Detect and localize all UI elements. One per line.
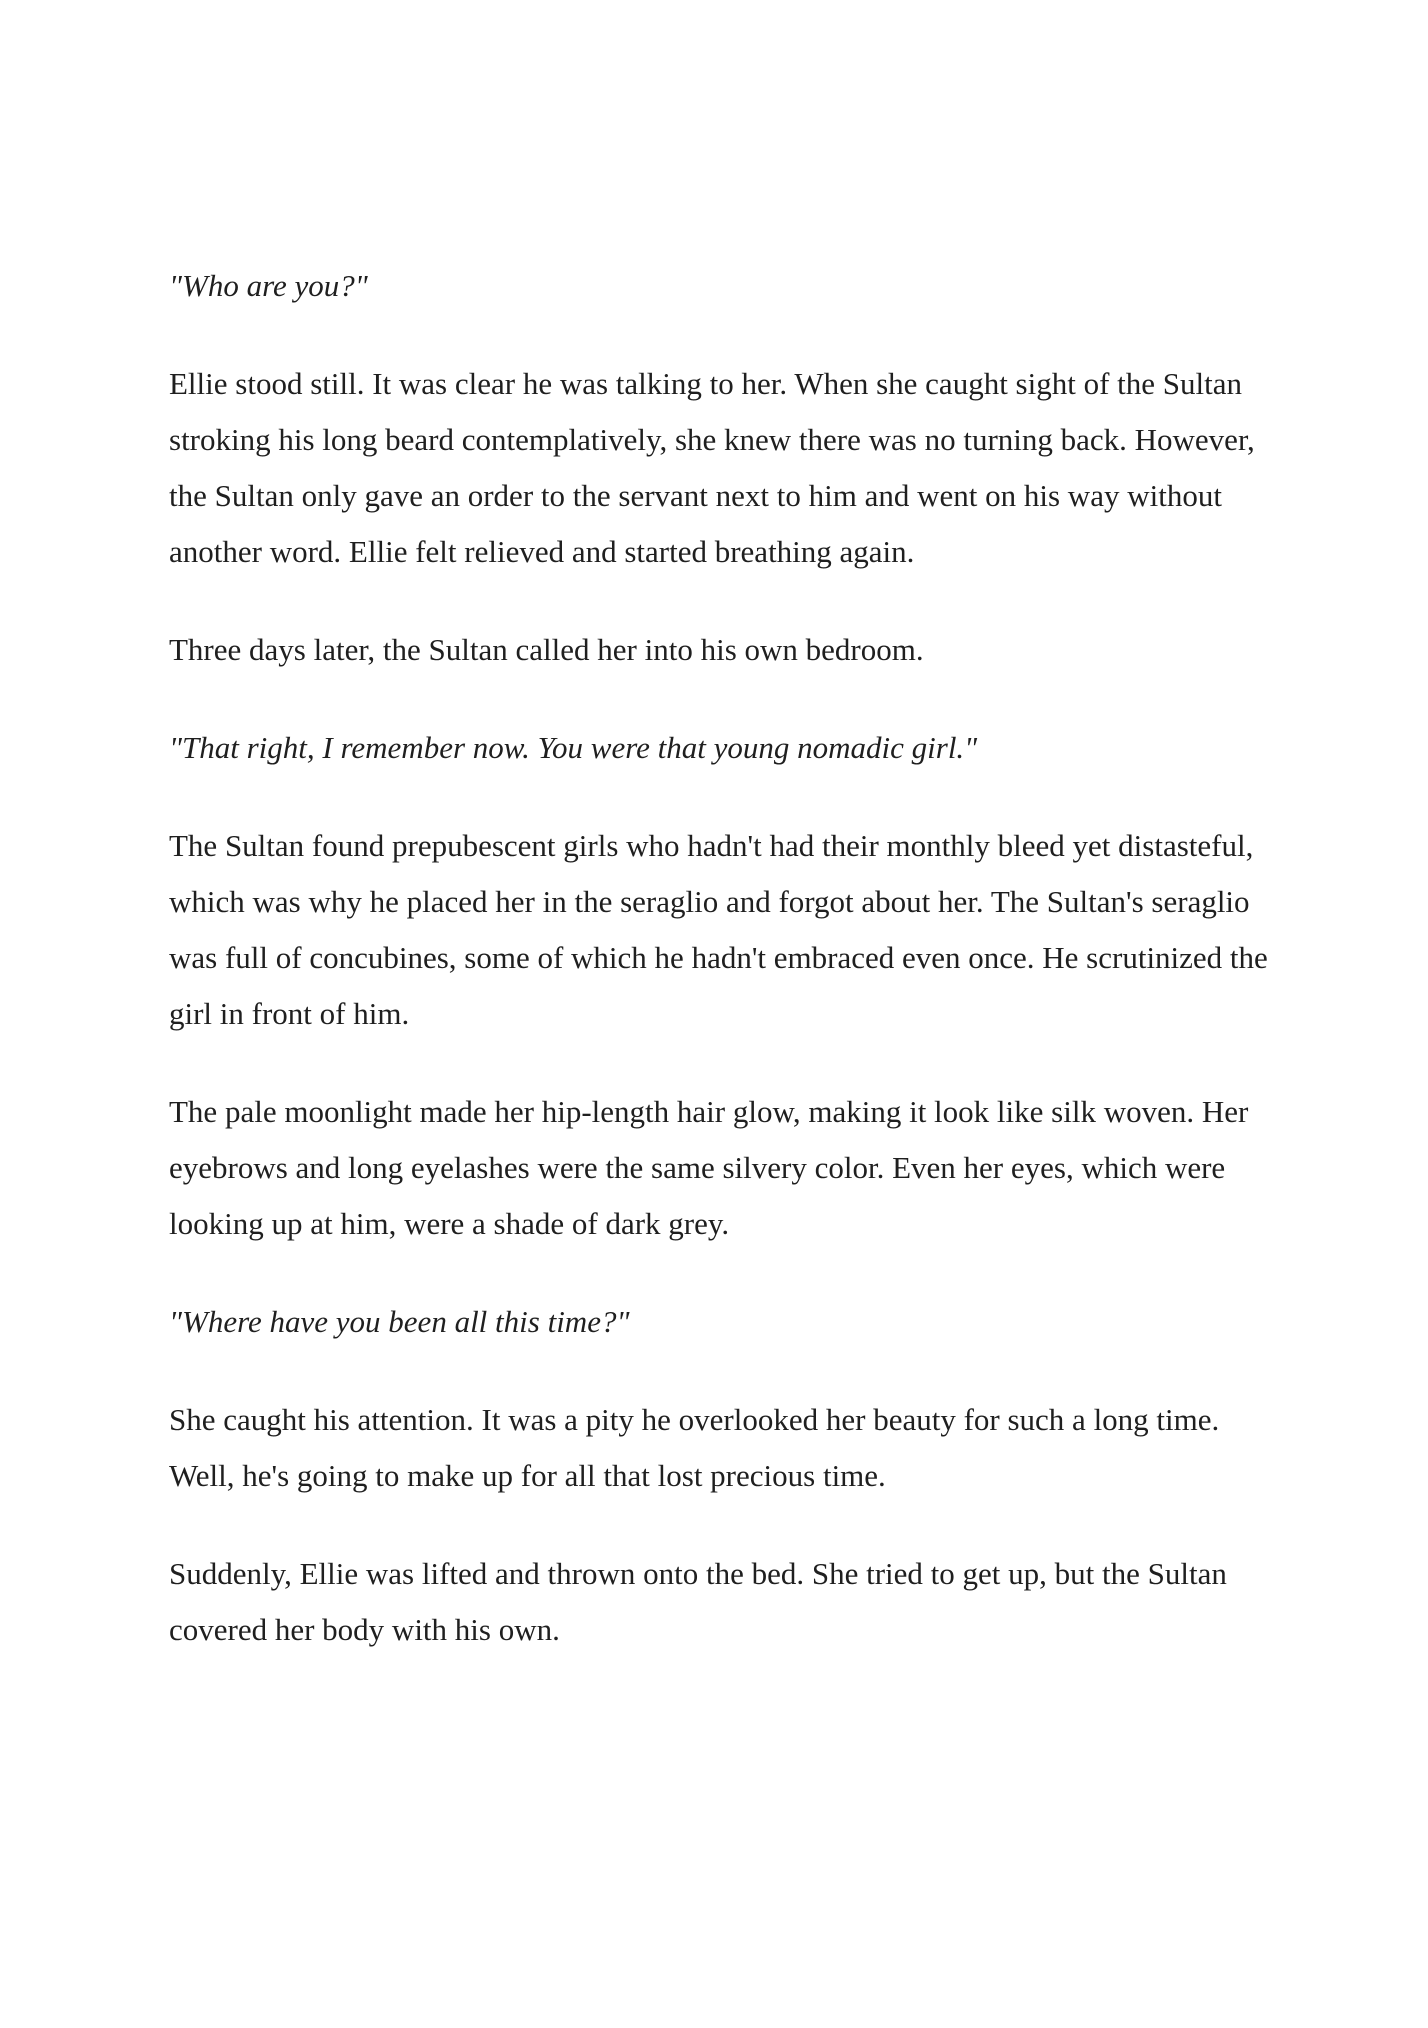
narrative-paragraph: The Sultan found prepubescent girls who hadn't had their monthly bleed yet distasteful, which was why he placed her in the seraglio and forgot about her. The Sultan's seraglio was full of concubines, some of which he hadn't embraced even once. He scrutinized the girl in front of him.	[169, 828, 1268, 1031]
narrative-paragraph: The pale moonlight made her hip-length hair glow, making it look like silk woven. Her eyebrows and long eyelashes were the same silvery color. Even her eyes, which were looking up at him, were a shade of dark grey.	[169, 1094, 1249, 1241]
dialogue-line: "Where have you been all this time?"	[169, 1304, 630, 1339]
narrative-paragraph: She caught his attention. It was a pity he overlooked her beauty for such a long time. Well, he's going to make up for all that lost precious time.	[169, 1402, 1220, 1493]
narrative-paragraph: Suddenly, Ellie was lifted and thrown onto the bed. She tried to get up, but the Sultan covered her body with his own.	[169, 1556, 1227, 1647]
narrative-paragraph: Ellie stood still. It was clear he was talking to her. When she caught sight of the Sultan stroking his long beard contemplatively, she knew there was no turning back. However, the Sultan only gave an order to the servant next to him and went on his way without another word. Ellie felt relieved and started breathing again.	[169, 366, 1255, 569]
dialogue-line: "That right, I remember now. You were that young nomadic girl."	[169, 730, 978, 765]
dialogue-line: "Who are you?"	[169, 268, 368, 303]
narrative-paragraph: Three days later, the Sultan called her into his own bedroom.	[169, 632, 924, 667]
document-body	[169, 258, 1279, 1700]
